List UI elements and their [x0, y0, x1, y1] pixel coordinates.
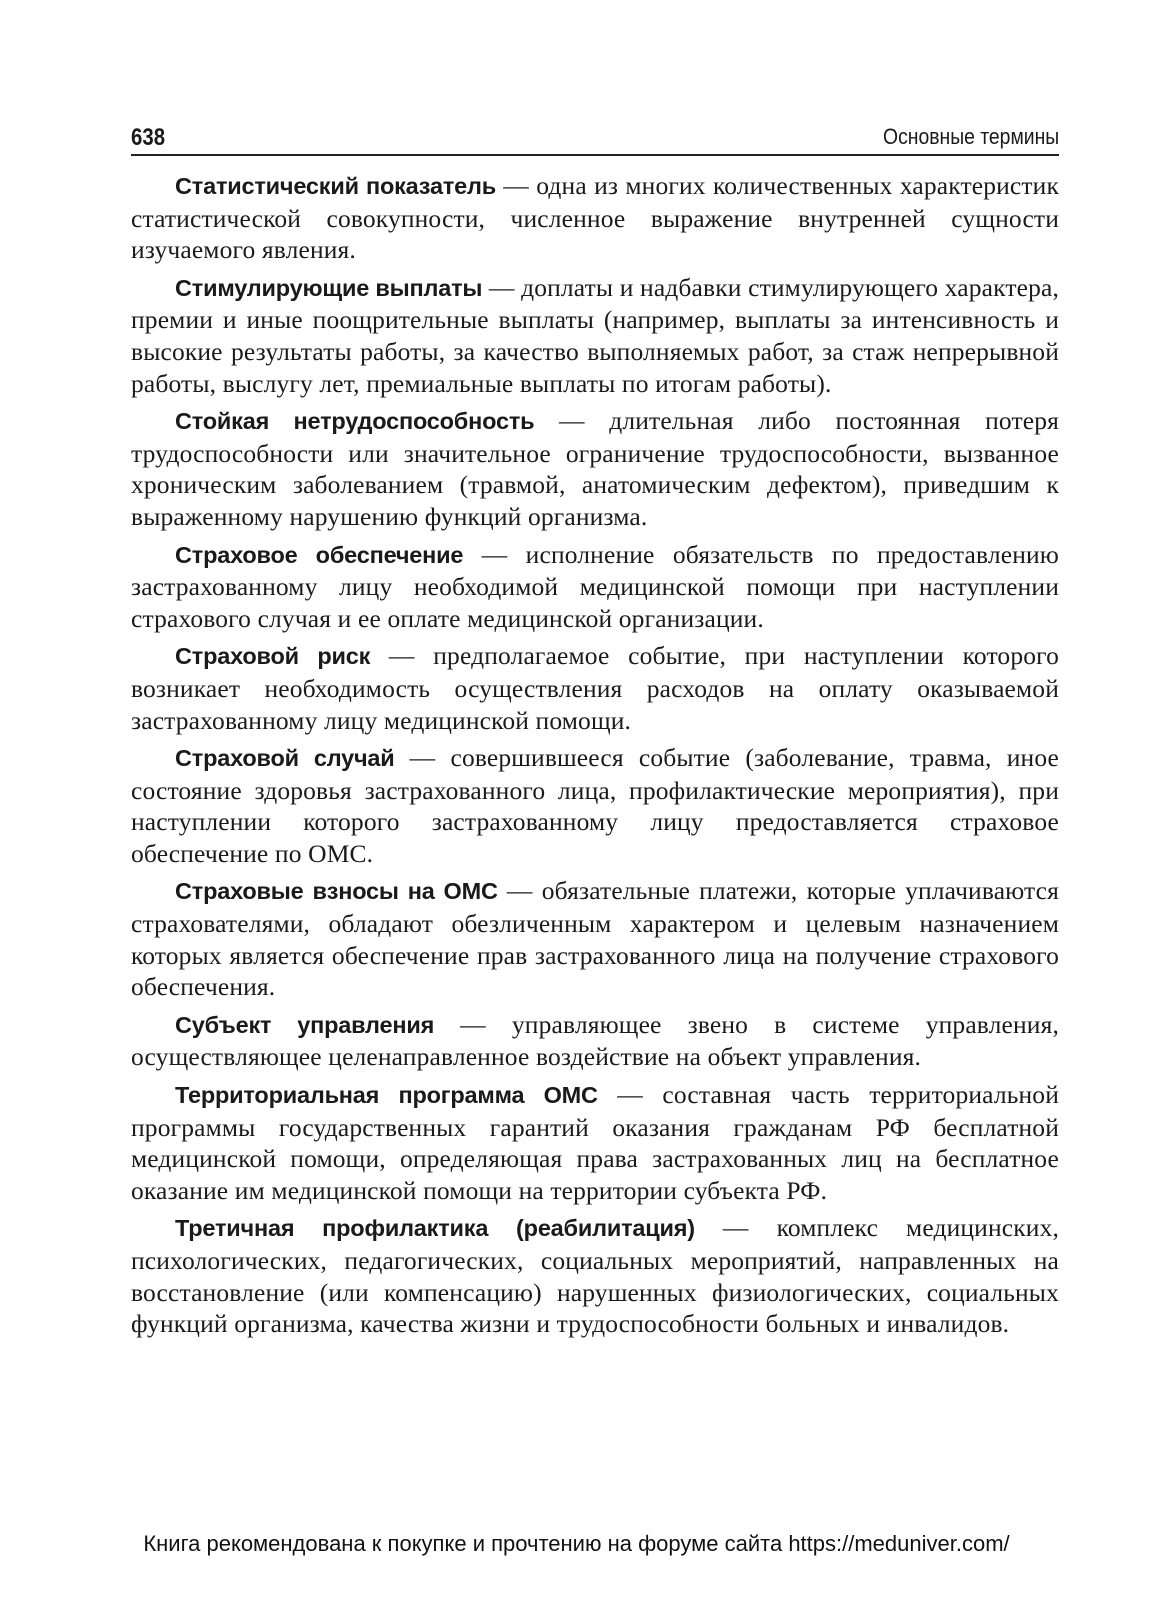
- entry-term: Территориальная программа ОМС: [175, 1082, 598, 1109]
- glossary-entry: [131, 272, 1059, 399]
- glossary-entry: [131, 405, 1059, 532]
- entry-term: Страховой риск: [175, 643, 371, 670]
- entry-definition: — составная часть территориальной программы государственных гарантий оказания гражданам РФ бесплатной медицинской помощи, определяющая права застрахованных лиц на бесплатное оказание им медицинской помощи на территории субъекта РФ.: [131, 1080, 1059, 1205]
- entry-definition: — совершившееся событие (заболевание, травма, иное состояние здоровья застрахованного лица, профилактические мероприятия), при наступлении которого застрахованному лицу предоставляется страховое обеспечение по ОМС.: [131, 743, 1059, 868]
- glossary-entry: [131, 539, 1059, 635]
- entry-term: Стойкая нетрудоспособность: [175, 408, 535, 435]
- page-number: 638: [131, 124, 166, 151]
- glossary-entry: [131, 640, 1059, 736]
- glossary-content: [131, 170, 1059, 1346]
- entry-term: Субъект управления: [175, 1011, 435, 1038]
- page-header: [131, 118, 1059, 156]
- entry-term: Страховое обеспечение: [175, 541, 464, 568]
- footer-note: Книга рекомендована к покупке и прочтению на форуме сайта https://meduniver.com/: [143, 1531, 1010, 1556]
- entry-term: Страховой случай: [175, 745, 395, 772]
- running-title: Основные термины: [882, 124, 1059, 149]
- glossary-entry: [131, 742, 1059, 869]
- entry-term: Страховые взносы на ОМС: [175, 878, 498, 905]
- entry-definition: — предполагаемое событие, при наступлении которого возникает необходимость осуществления расходов на оплату оказываемой застрахованному лицу медицинской помощи.: [131, 641, 1060, 735]
- entry-definition: — доплаты и надбавки стимулирующего характера, премии и иные поощрительные выплаты (например, выплаты за интенсивность и высокие результаты работы, за качество выполняемых работ, за стаж непрерывной работы, выслугу лет, премиальные выплаты по итогам работы).: [131, 272, 1060, 398]
- glossary-entry: [131, 170, 1059, 266]
- entry-definition: — исполнение обязательств по предоставлению застрахованному лицу необходимой медицинской помощи при наступлении страхового случая и ее оплате медицинской организации.: [131, 539, 1059, 633]
- glossary-entry: [131, 875, 1059, 1002]
- entry-definition: — комплекс медицинских, психологических, педагогических, социальных мероприятий, направленных на восстановление (или компенсацию) нарушенных физиологических, социальных функций организма, качества жизни и трудоспособности больных и инвалидов.: [131, 1213, 1059, 1339]
- entry-term: Статистический показатель: [175, 173, 497, 199]
- entry-definition: — управляющее звено в системе управления, осуществляющее целенаправленное воздействие на объект управления.: [131, 1009, 1059, 1072]
- entry-definition: — длительная либо постоянная потеря трудоспособности или значительное ограничение трудоспособности, вызванное хроническим заболеванием (травмой, анатомическим дефектом), приведшим к выраженному нарушению функций организма.: [131, 406, 1059, 531]
- entry-definition: — одна из многих количественных характеристик статистической совокупности, численное выражение внутренней сущности изучаемого явления.: [131, 171, 1059, 265]
- entry-definition: — обязательные платежи, которые уплачиваются страхователями, обладают обезличенным характером и целевым назначением которых является обеспечение прав застрахованного лица на получение страхового обеспечения.: [131, 876, 1059, 1002]
- entry-term: Стимулирующие выплаты: [175, 274, 483, 301]
- entry-term: Третичная профилактика (реабилитация): [175, 1215, 695, 1242]
- glossary-entry: [131, 1009, 1059, 1073]
- glossary-entry: [131, 1212, 1059, 1339]
- glossary-entry: [131, 1079, 1059, 1206]
